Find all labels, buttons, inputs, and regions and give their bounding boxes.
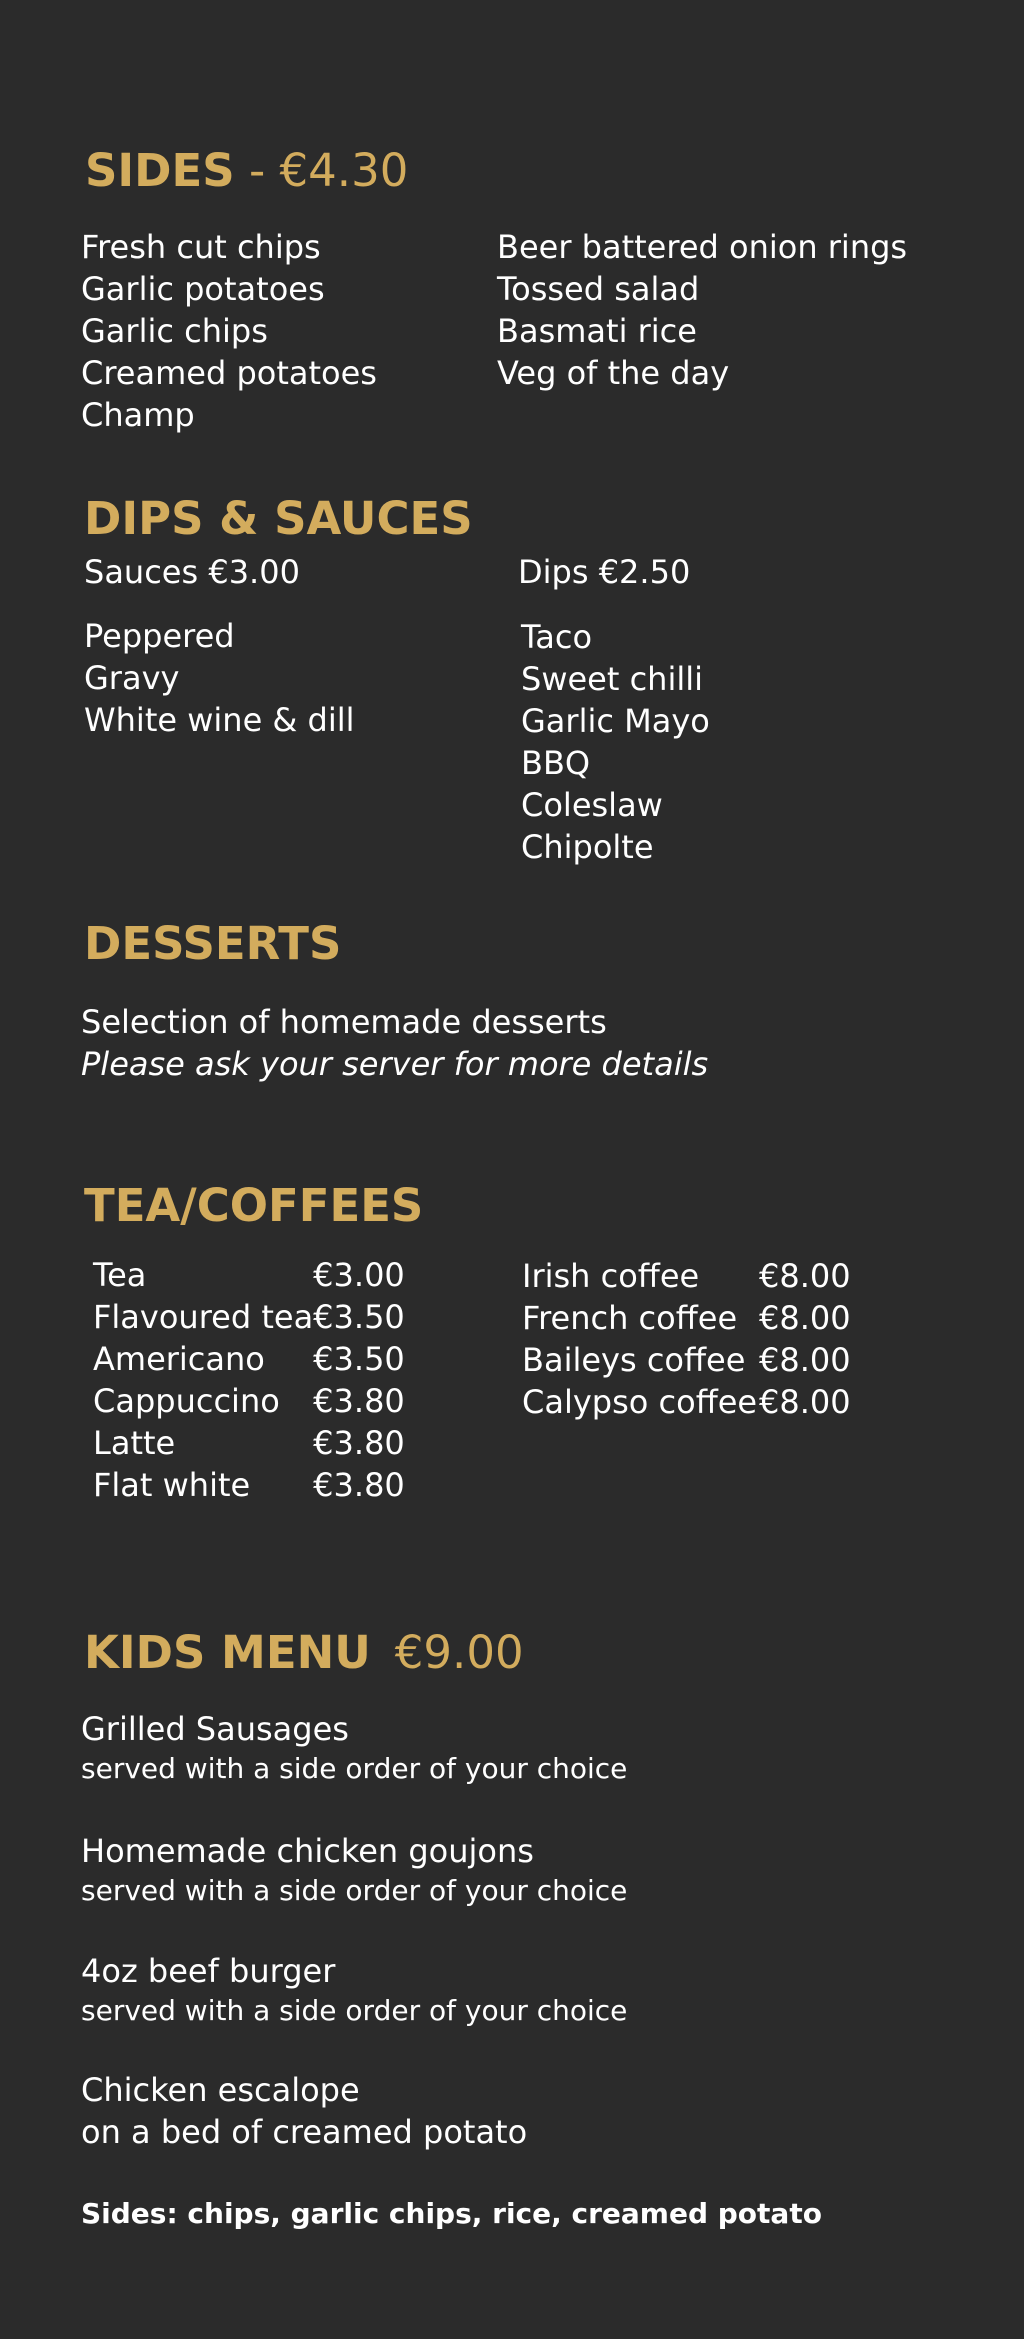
tea-item-price: €3.50 — [313, 1340, 405, 1378]
kids-price: €9.00 — [394, 1626, 524, 1679]
kids-item-name: 4oz beef burger — [81, 1952, 336, 1990]
sides-list-left — [81, 226, 377, 436]
dips-label: Dips €2.50 — [518, 553, 691, 591]
tea-item-price: €3.80 — [313, 1382, 405, 1420]
tea-item-price: €3.80 — [313, 1466, 405, 1504]
coffee-item-name: French coffee — [522, 1299, 738, 1337]
list-item: Peppered — [84, 617, 235, 655]
list-item: Fresh cut chips — [81, 228, 321, 266]
list-item: Taco — [521, 618, 593, 656]
tea-table-right — [522, 1255, 851, 1423]
coffee-item-name: Irish coffee — [522, 1257, 700, 1295]
list-item: Coleslaw — [521, 786, 663, 824]
list-item: White wine & dill — [84, 701, 355, 739]
list-item: Garlic potatoes — [81, 270, 325, 308]
table-row — [93, 1380, 405, 1422]
table-row — [93, 1338, 405, 1380]
desserts-line: Selection of homemade desserts — [81, 1003, 607, 1041]
list-item: BBQ — [521, 744, 591, 782]
table-row — [93, 1254, 405, 1296]
tea-table-left — [93, 1254, 405, 1506]
tea-item-name: Latte — [93, 1424, 176, 1462]
kids-item-desc: on a bed of creamed potato — [81, 2113, 528, 2151]
table-row — [93, 1422, 405, 1464]
list-item: Veg of the day — [497, 354, 730, 392]
list-item: Basmati rice — [497, 312, 697, 350]
kids-sides-note: Sides: chips, garlic chips, rice, creamed potato — [81, 2197, 822, 2230]
list-item: Creamed potatoes — [81, 354, 377, 392]
tea-item-price: €3.00 — [313, 1256, 405, 1294]
tea-item-name: Flat white — [93, 1466, 251, 1504]
tea-item-price: €3.50 — [313, 1298, 405, 1336]
table-row — [522, 1339, 851, 1381]
coffee-item-name: Calypso coffee — [522, 1383, 758, 1421]
tea-item-name: Americano — [93, 1340, 265, 1378]
coffee-item-name: Baileys coffee — [522, 1341, 746, 1379]
list-item: Garlic Mayo — [521, 702, 710, 740]
sides-list-right — [497, 226, 907, 394]
tea-item-name: Cappuccino — [93, 1382, 280, 1420]
list-item: Tossed salad — [497, 270, 700, 308]
kids-item-name: Chicken escalope — [81, 2071, 360, 2109]
coffee-item-price: €8.00 — [759, 1341, 851, 1379]
list-item: Chipolte — [521, 828, 654, 866]
coffee-item-price: €8.00 — [759, 1257, 851, 1295]
list-item: Beer battered onion rings — [497, 228, 908, 266]
table-row — [522, 1297, 851, 1339]
kids-item-desc: served with a side order of your choice — [81, 1752, 628, 1785]
kids-item-name: Homemade chicken goujons — [81, 1832, 534, 1870]
table-row — [522, 1255, 851, 1297]
kids-title: KIDS MENU — [84, 1626, 371, 1679]
list-item: Gravy — [84, 659, 180, 697]
kids-heading — [84, 1626, 524, 1679]
coffee-item-price: €8.00 — [759, 1299, 851, 1337]
desserts-note: Please ask your server for more details — [81, 1045, 709, 1083]
sauces-list — [84, 615, 355, 741]
list-item: Garlic chips — [81, 312, 268, 350]
sides-heading — [85, 144, 409, 197]
list-item: Champ — [81, 396, 195, 434]
tea-item-name: Tea — [93, 1256, 147, 1294]
sides-price: - €4.30 — [234, 144, 409, 197]
sides-title: SIDES — [85, 144, 235, 197]
dips-list — [521, 616, 710, 868]
desserts-heading: DESSERTS — [84, 917, 342, 970]
table-row — [93, 1296, 405, 1338]
kids-item-desc: served with a side order of your choice — [81, 1874, 628, 1907]
kids-item-name: Grilled Sausages — [81, 1710, 349, 1748]
tea-item-name: Flavoured tea — [93, 1298, 314, 1336]
table-row — [93, 1464, 405, 1506]
tea-item-price: €3.80 — [313, 1424, 405, 1462]
sauces-label: Sauces €3.00 — [84, 553, 300, 591]
tea-heading: TEA/COFFEES — [84, 1179, 424, 1232]
coffee-item-price: €8.00 — [759, 1383, 851, 1421]
dips-heading: DIPS & SAUCES — [84, 492, 473, 545]
kids-item-desc: served with a side order of your choice — [81, 1994, 628, 2027]
list-item: Sweet chilli — [521, 660, 704, 698]
table-row — [522, 1381, 851, 1423]
